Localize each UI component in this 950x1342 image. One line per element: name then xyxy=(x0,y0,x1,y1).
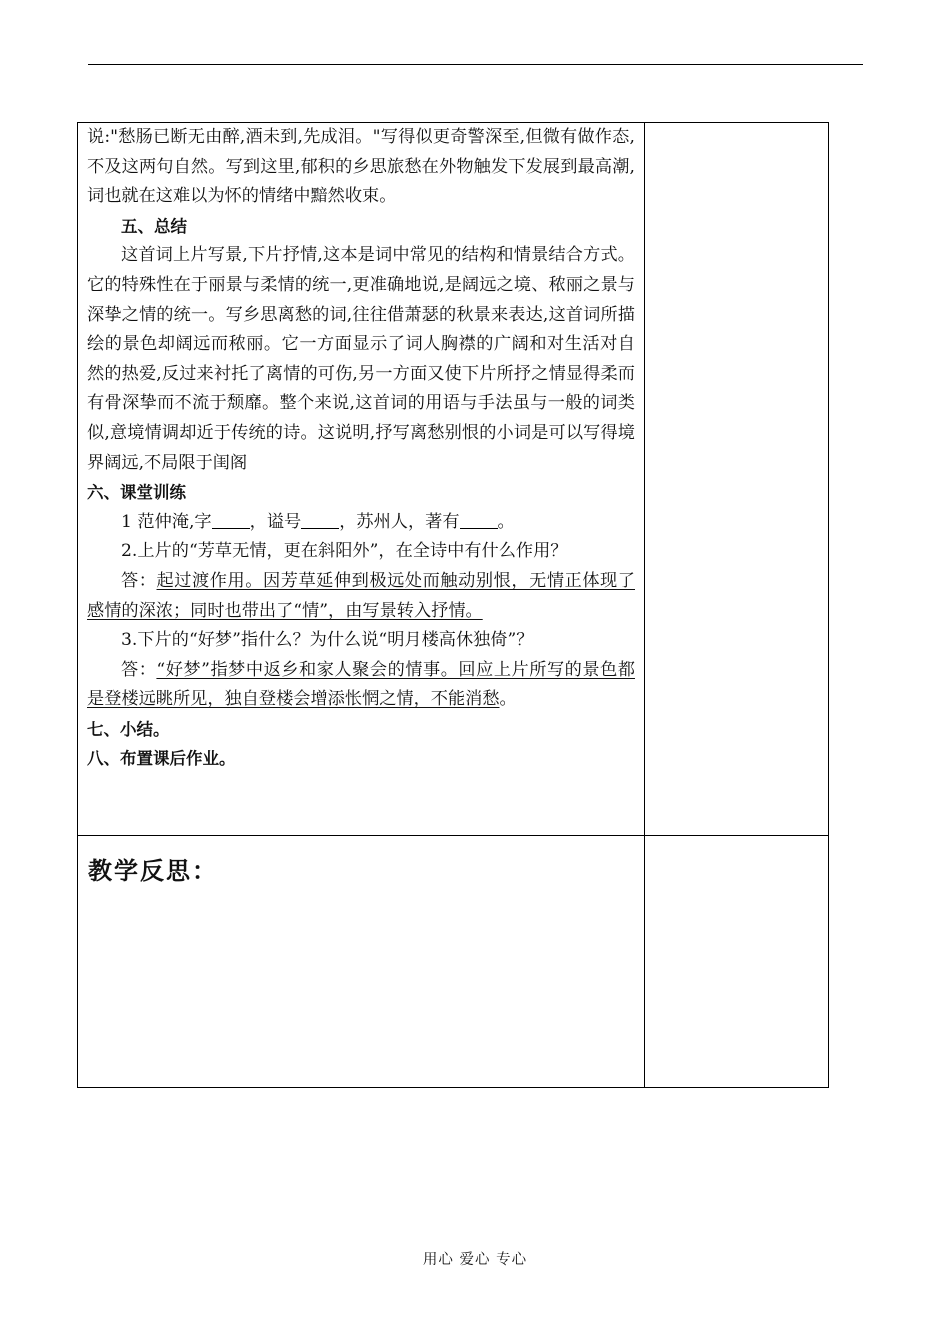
answer-2: 答：起过渡作用。因芳草延伸到极远处而触动别恨，无情正体现了感情的深浓；同时也带出了“情”，由写景转入抒情。 xyxy=(87,570,635,621)
continued-paragraph: 说:"愁肠已断无由醉,酒未到,先成泪。"写得似更奇警深至,但微有做作态,不及这两句自然。写到这里,郁积的乡思旅愁在外物触发下发展到最高潮,词也就在这难以为怀的情绪中黯然收束。 xyxy=(87,127,635,207)
row-divider xyxy=(78,835,828,836)
section-heading-homework: 八、布置课后作业。 xyxy=(87,749,236,769)
summary-paragraph: 这首词上片写景,下片抒情,这本是词中常见的结构和情景结合方式。它的特殊性在于丽景与柔情的统一,更准确地说,是阔远之境、秾丽之景与深挚之情的统一。写乡思离愁的词,往往借萧瑟的秋景来表达,这首词所描绘的景色却阔远而秾丽。它一方面显示了词人胸襟的广阔和对生活对自然的热爱,反过来衬托了离情的可伤,另一方面又使下片所抒之情显得柔而有骨深挚而不流于颓靡。整个来说,这首词的用语与手法虽与一般的词类似,意境情调却近于传统的诗。这说明,抒写离愁别恨的小词是可以写得境界阔远,不局限于闺阁 xyxy=(87,245,635,473)
column-divider xyxy=(644,123,645,1087)
lesson-content xyxy=(87,123,635,774)
question-2: 2.上片的“芳草无情，更在斜阳外”，在全诗中有什么作用？ xyxy=(121,541,568,562)
blank-line xyxy=(460,510,498,529)
section-heading-practice: 六、课堂训练 xyxy=(87,483,186,503)
reflection-label: 教学反思： xyxy=(88,857,218,885)
header-rule xyxy=(88,64,863,65)
blank-line xyxy=(212,510,250,529)
answer-3: 答：“好梦”指梦中返乡和家人聚会的情事。回应上片所写的景色都是登楼远眺所见，独自登楼会增添怅惘之情，不能消愁。 xyxy=(87,659,635,710)
blank-line xyxy=(301,510,339,529)
answer-3-text: “好梦”指梦中返乡和家人聚会的情事。回应上片所写的景色都是登楼远眺所见，独自登楼会增添怅惘之情，不能消愁 xyxy=(87,659,635,710)
page-footer: 用心 爱心 专心 xyxy=(422,1252,528,1268)
question-3: 3.下片的“好梦”指什么？为什么说“明月楼高休独倚”？ xyxy=(121,630,534,651)
section-heading-wrapup: 七、小结。 xyxy=(87,719,170,739)
answer-2-text: 起过渡作用。因芳草延伸到极远处而触动别恨，无情正体现了感情的深浓；同时也带出了“情”，由写景转入抒情。 xyxy=(87,570,635,621)
section-heading-summary: 五、总结 xyxy=(121,216,187,236)
lesson-plan-table xyxy=(77,122,829,1088)
question-1: 1 范仲淹,字 ，谥号 ，苏州人，著有 。 xyxy=(121,511,515,532)
